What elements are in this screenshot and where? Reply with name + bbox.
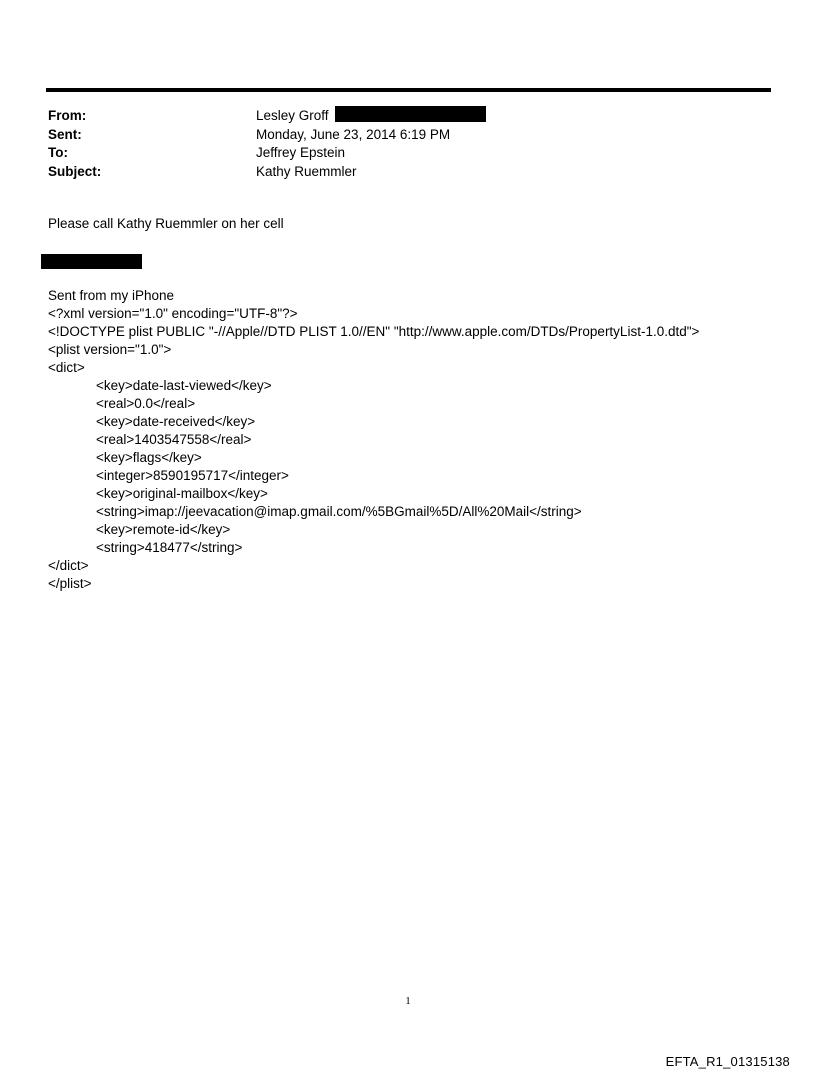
- subject-value: Kathy Ruemmler: [256, 163, 357, 179]
- from-label: From:: [48, 108, 87, 123]
- plist-block: [48, 287, 768, 593]
- plist-line: <dict>: [48, 360, 85, 375]
- redaction-box-email: [335, 106, 486, 122]
- plist-line: <real>0.0</real>: [96, 396, 196, 411]
- plist-line: <key>date-received</key>: [96, 414, 256, 429]
- subject-row: [48, 163, 748, 182]
- plist-line: <key>remote-id</key>: [96, 522, 231, 537]
- to-label: To:: [48, 145, 68, 160]
- from-value-wrapper: [256, 107, 486, 126]
- plist-line: <string>418477</string>: [96, 540, 243, 555]
- plist-line: <key>date-last-viewed</key>: [96, 378, 272, 393]
- plist-line: <key>original-mailbox</key>: [96, 486, 268, 501]
- email-header: [48, 107, 748, 181]
- plist-line: </dict>: [48, 558, 89, 573]
- to-row: [48, 144, 748, 163]
- plist-line: <?xml version="1.0" encoding="UTF-8"?>: [48, 306, 298, 321]
- plist-line: <string>imap://jeevacation@imap.gmail.com/%5BGmail%5D/All%20Mail</string>: [96, 504, 582, 519]
- plist-line: </plist>: [48, 576, 92, 591]
- signature-line: Sent from my iPhone: [48, 288, 175, 303]
- plist-line: <plist version="1.0">: [48, 342, 172, 357]
- plist-lines: [48, 305, 768, 593]
- subject-label: Subject:: [48, 163, 102, 179]
- from-value: Lesley Groff: [256, 108, 329, 123]
- sent-row: [48, 126, 748, 145]
- plist-line: <key>flags</key>: [96, 450, 202, 465]
- to-value: Jeffrey Epstein: [256, 145, 346, 160]
- plist-line: <real>1403547558</real>: [96, 432, 252, 447]
- message-text: Please call Kathy Ruemmler on her cell: [48, 216, 284, 231]
- sent-value: Monday, June 23, 2014 6:19 PM: [256, 126, 451, 142]
- redaction-box-phone: [41, 254, 142, 269]
- page-number: 1: [405, 995, 411, 1007]
- bates-number: EFTA_R1_01315138: [665, 1054, 790, 1069]
- plist-line: <integer>8590195717</integer>: [96, 468, 289, 483]
- from-row: [48, 107, 748, 126]
- header-divider: [46, 88, 771, 92]
- sent-label: Sent:: [48, 126, 82, 142]
- plist-line: <!DOCTYPE plist PUBLIC "-//Apple//DTD PLIST 1.0//EN" "http://www.apple.com/DTDs/PropertyList-1.0.dtd">: [48, 324, 700, 339]
